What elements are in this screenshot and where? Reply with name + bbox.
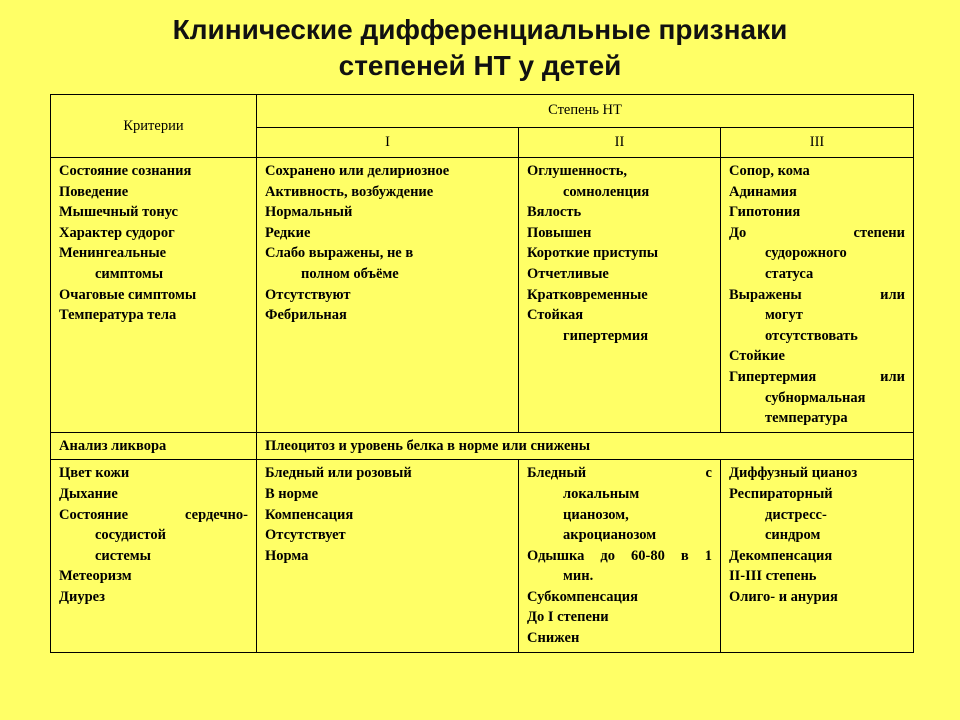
cell-line: Фебрильная: [265, 307, 347, 324]
somatic-level2-cell: [519, 460, 721, 652]
neuro-criteria-cell: [51, 158, 257, 433]
cell-line: системы: [95, 547, 151, 564]
cell-line: цианозом,: [563, 506, 629, 523]
cell-line: Субкомпенсация: [527, 588, 638, 605]
cell-line: субнормальная: [765, 389, 866, 406]
cell-line: Отсутствует: [265, 527, 346, 544]
liquor-value-cell: Плеоцитоз и уровень белка в норме или снижены: [257, 432, 914, 460]
cell-line: Олиго- и анурия: [729, 588, 838, 605]
cell-line: сомноленция: [563, 183, 650, 200]
cell-line: Декомпенсация: [729, 547, 833, 564]
cell-line: отсутствовать: [765, 327, 858, 344]
cell-line: температура: [765, 410, 848, 427]
cell-line: дистресс-: [765, 506, 827, 523]
cell-line: симптомы: [95, 265, 164, 282]
cell-line: статуса: [765, 265, 814, 282]
cell-line: Выражены или: [729, 286, 906, 303]
cell-line: Бледный с: [527, 465, 712, 482]
cell-line: Диурез: [59, 588, 105, 605]
cell-line: Повышен: [527, 224, 592, 241]
page-title-line2: степеней НТ у детей: [338, 50, 622, 81]
cell-line: До I степени: [527, 609, 609, 626]
cell-line: Слабо выражены, не в: [265, 245, 414, 262]
cell-line: Гипертермия или: [729, 368, 906, 385]
header-level-2: II: [519, 127, 721, 157]
cell-line: Респираторный: [729, 485, 833, 502]
cell-line: Поведение: [59, 183, 129, 200]
table-row-liquor: [51, 432, 914, 460]
somatic-criteria-cell: [51, 460, 257, 652]
cell-line: Адинамия: [729, 183, 797, 200]
cell-line: Очаговые симптомы: [59, 286, 197, 303]
somatic-level3-cell: [721, 460, 914, 652]
header-criteria: Критерии: [51, 95, 257, 158]
cell-line: Дыхание: [59, 485, 118, 502]
cell-line: полном объёме: [301, 265, 399, 282]
header-level-1: I: [257, 127, 519, 157]
cell-line: гипертермия: [563, 327, 649, 344]
cell-line: сосудистой: [95, 527, 166, 544]
cell-line: До степени: [729, 224, 906, 241]
cell-line: Цвет кожи: [59, 465, 130, 482]
cell-line: Менингеальные: [59, 245, 167, 262]
cell-line: локальным: [563, 485, 640, 502]
table-row-somatic: [51, 460, 914, 652]
cell-line: Сохранено или делириозное: [265, 163, 450, 179]
neuro-level1-cell: [257, 158, 519, 433]
cell-line: Диффузный цианоз: [729, 465, 858, 482]
cell-line: Оглушенность,: [527, 163, 627, 179]
neuro-level2-cell: [519, 158, 721, 433]
cell-line: мин.: [563, 568, 594, 585]
cell-line: Характер судорог: [59, 224, 175, 241]
cell-line: синдром: [765, 527, 821, 544]
header-degree: Степень НТ: [257, 95, 914, 128]
cell-line: Стойкая: [527, 307, 584, 324]
cell-line: Нормальный: [265, 204, 353, 221]
table-row-neuro: [51, 158, 914, 433]
cell-line: могут: [765, 307, 803, 324]
cell-line: II-III степень: [729, 568, 817, 585]
neuro-level3-cell: [721, 158, 914, 433]
cell-line: Состояние сознания: [59, 163, 192, 179]
cell-line: Снижен: [527, 630, 580, 647]
cell-line: Состояние сердечно-: [59, 506, 248, 523]
cell-line: Вялость: [527, 204, 582, 221]
cell-line: судорожного: [765, 245, 847, 262]
cell-line: Короткие приступы: [527, 245, 659, 262]
cell-line: Температура тела: [59, 307, 177, 324]
cell-line: Редкие: [265, 224, 311, 241]
page-title-line1: Клинические дифференциальные признаки: [172, 14, 788, 45]
page-title: [0, 12, 960, 84]
cell-line: Норма: [265, 547, 309, 564]
cell-line: В норме: [265, 485, 319, 502]
cell-line: Мышечный тонус: [59, 204, 178, 221]
cell-line: Метеоризм: [59, 568, 132, 585]
somatic-level1-cell: [257, 460, 519, 652]
cell-line: Сопор, кома: [729, 163, 810, 179]
cell-line: Кратковременные: [527, 286, 648, 303]
cell-line: Активность, возбуждение: [265, 183, 434, 200]
header-level-3: III: [721, 127, 914, 157]
liquor-criteria-cell: Анализ ликвора: [51, 432, 257, 460]
cell-line: акроцианозом: [563, 527, 657, 544]
header-row-top: [51, 95, 914, 128]
cell-line: Бледный или розовый: [265, 465, 412, 482]
cell-line: Стойкие: [729, 348, 785, 365]
cell-line: Гипотония: [729, 204, 801, 221]
cell-line: Одышка до 60-80 в 1: [527, 547, 712, 564]
cell-line: Отчетливые: [527, 265, 609, 282]
cell-line: Компенсация: [265, 506, 354, 523]
differential-signs-table: [50, 94, 914, 653]
cell-line: Отсутствуют: [265, 286, 351, 303]
